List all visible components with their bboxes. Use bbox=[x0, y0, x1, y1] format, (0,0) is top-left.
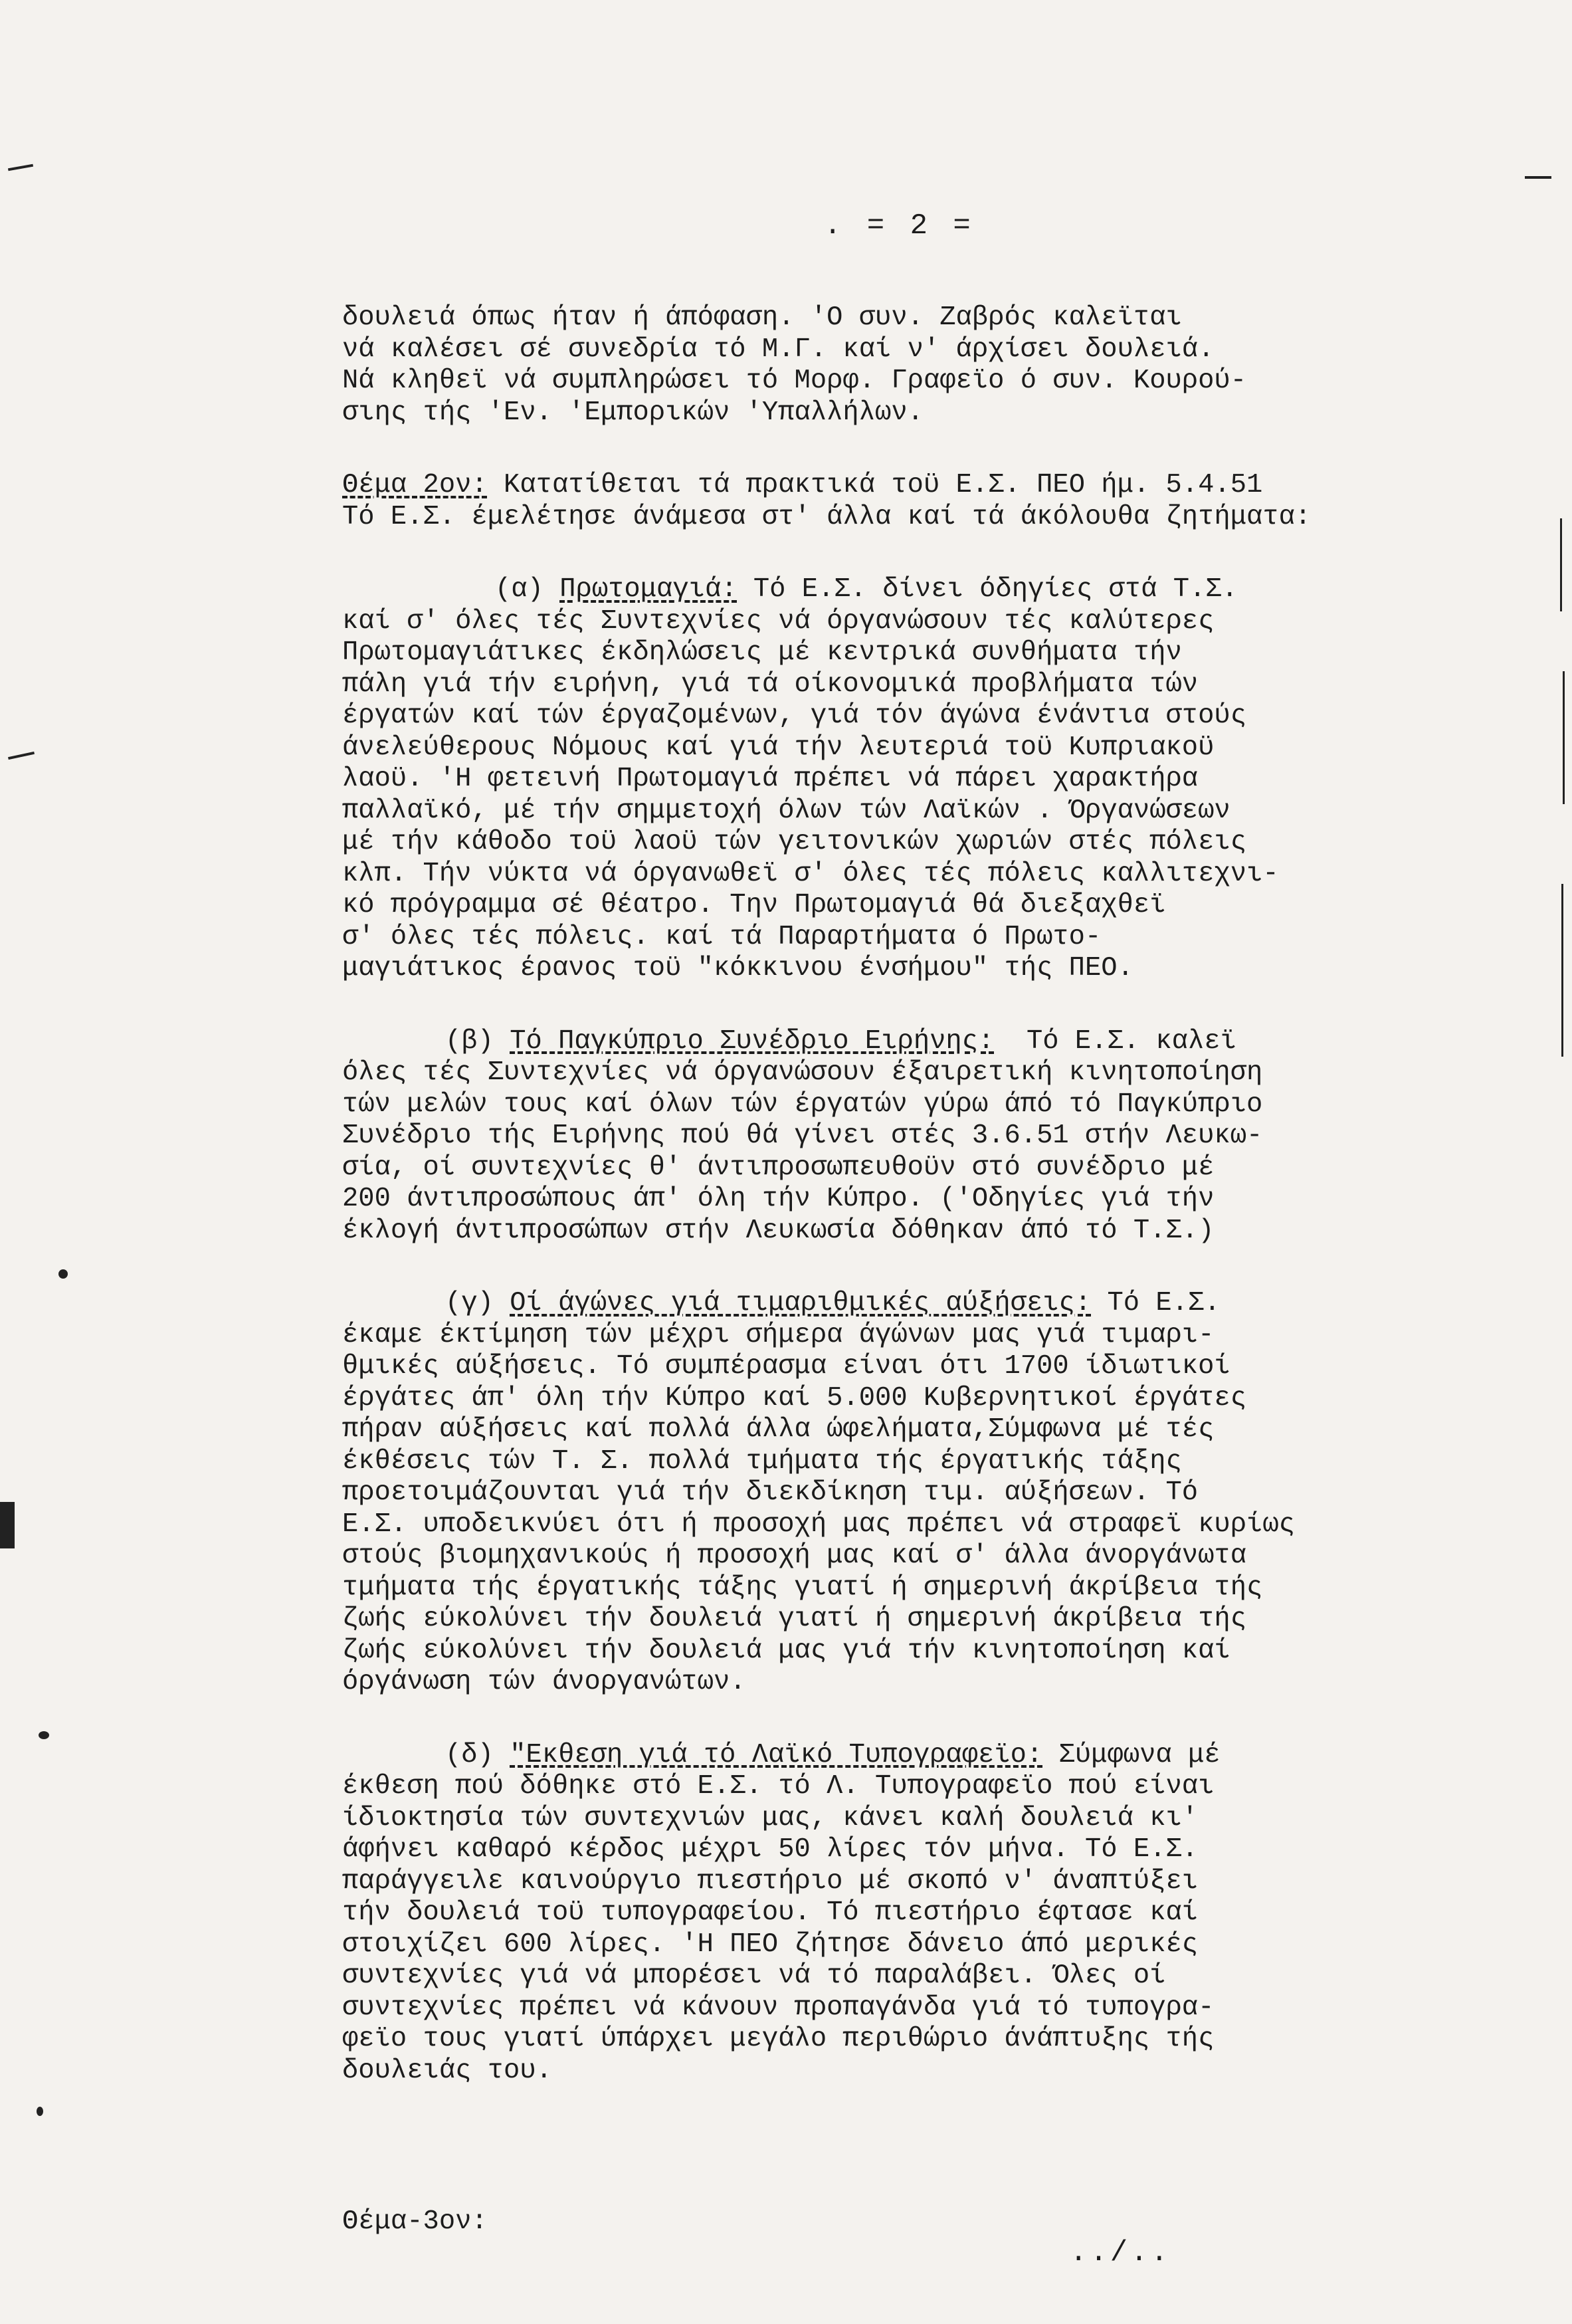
text-line: άφήνει καθαρό κέρδος μέχρι 50 λίρες τόν μήνα. Τό Ε.Σ. bbox=[342, 1834, 1199, 1865]
text-line: παράγγειλε καινούργιο πιεστήριο μέ σκοπό ν' άναπτύξει bbox=[342, 1865, 1199, 1897]
text-line: Ε.Σ. υποδεικνύει ότι ή προσοχή μας πρέπει νά στραφεϊ κυρίως bbox=[342, 1509, 1295, 1540]
text-line: προετοιμάζουνται γιά τήν διεκδίκηση τιμ. αύξήσεων. Τό bbox=[342, 1477, 1199, 1508]
text-line: θμικές αύξήσεις. Τό συμπέρασμα είναι ότι 1700 ίδιωτικοί bbox=[342, 1351, 1230, 1382]
section-a-heading: Πρωτομαγιά: bbox=[559, 574, 737, 605]
page-number: . = 2 = bbox=[824, 209, 975, 243]
section-a-first-line: Τό Ε.Σ. δίνει όδηγίες στά Τ.Σ. bbox=[737, 574, 1238, 605]
section-d-marker: (δ) bbox=[445, 1739, 510, 1770]
section-b-first-line: Τό Ε.Σ. καλεϊ bbox=[994, 1025, 1236, 1057]
text-line: νά καλέσει σέ συνεδρία τό Μ.Γ. καί ν' άρχίσει δουλειά. bbox=[342, 334, 1215, 365]
text-line: έργάτες άπ' όλη τήν Κύπρο καί 5.000 Κυβερνητικοί έργάτες bbox=[342, 1382, 1247, 1414]
text-line bbox=[342, 1026, 1512, 1058]
text-line bbox=[342, 470, 1512, 502]
text-line: δουλειάς του. bbox=[342, 2055, 552, 2086]
text-line: σιης τής 'Εν. 'Εμπορικών 'Υπαλλήλων. bbox=[342, 397, 924, 428]
scan-mark bbox=[1563, 671, 1565, 804]
text-line: έκθεση πού δόθηκε στό Ε.Σ. τό Λ. Τυπογραφεϊο πού είναι bbox=[342, 1771, 1215, 1802]
text-line bbox=[342, 574, 1512, 606]
text-line: Συνέδριο τής Ειρήνης πού θά γίνει στές 3.6.51 στήν Λευκω- bbox=[342, 1120, 1263, 1151]
section-b-heading: Τό Παγκύπριο Συνέδριο Ειρήνης: bbox=[510, 1025, 995, 1057]
text-line: όλες τές Συντεχνίες νά όργανώσουν έξαιρετική κινητοποίηση bbox=[342, 1057, 1263, 1088]
text-line: μέ τήν κάθοδο τοϋ λαοϋ τών γειτονικών χωριών στές πόλεις bbox=[342, 827, 1247, 857]
text-line: πάλη γιά τήν ειρήνη, γιά τά οίκονομικά προβλήματα τών bbox=[342, 669, 1199, 700]
section-c-first-line: Τό Ε.Σ. bbox=[1091, 1288, 1221, 1319]
text-line: κό πρόγραμμα σέ θέατρο. Την Πρωτομαγιά θά διεξαχθεϊ bbox=[342, 890, 1166, 920]
text-line bbox=[342, 1740, 1512, 1772]
text-line: Νά κληθεϊ νά συμπληρώσει τό Μορφ. Γραφεϊο ό συν. Κουρού- bbox=[342, 366, 1247, 396]
section-d-heading: "Εκθεση γιά τό Λαϊκό Τυπογραφεϊο: bbox=[510, 1739, 1043, 1770]
scan-mark bbox=[8, 164, 33, 171]
text-line: σία, οί συντεχνίες θ' άντιπροσωπευθοϋν στό συνέδριο μέ bbox=[342, 1152, 1215, 1183]
text-line: σ' όλες τές πόλεις. καί τά Παραρτήματα ό Πρωτο- bbox=[342, 921, 1102, 952]
scan-mark bbox=[1561, 884, 1563, 1057]
text-line: ίδιοκτησία τών συντεχνιών μας, κάνει καλή δουλειά κι' bbox=[342, 1802, 1199, 1834]
text-line: έργατών καί τών έργαζομένων, γιά τόν άγώνα ένάντια στούς bbox=[342, 700, 1247, 731]
text-line: δουλειά όπως ήταν ή άπόφαση. 'Ο συν. Ζαβρός καλεϊται bbox=[342, 302, 1182, 333]
theme-2-first-line: Κατατίθεται τά πρακτικά τοϋ Ε.Σ. ΠΕΟ ήμ. 5.4.51 bbox=[487, 470, 1263, 500]
scan-mark bbox=[58, 1269, 68, 1279]
section-a-paragraph bbox=[342, 574, 1512, 985]
text-line: έκαμε έκτίμηση τών μέχρι σήμερα άγώνων μας γιά τιμαρι- bbox=[342, 1319, 1215, 1350]
theme-2-paragraph bbox=[342, 470, 1512, 533]
text-line: ζωής εύκολύνει τήν δουλειά γιατί ή σημερινή άκρίβεια τής bbox=[342, 1604, 1247, 1634]
text-line: στοιχίζει 600 λίρες. 'Η ΠΕΟ ζήτησε δάνειο άπό μερικές bbox=[342, 1929, 1199, 1960]
scan-mark bbox=[39, 1731, 49, 1739]
scan-mark bbox=[37, 2107, 43, 2116]
text-line: έκθέσεις τών Τ. Σ. πολλά τμήματα τής έργατικής τάξης bbox=[342, 1445, 1182, 1477]
text-line: τμήματα τής έργατικής τάξης γιατί ή σημερινή άκρίβεια τής bbox=[342, 1572, 1263, 1603]
scan-mark bbox=[1560, 518, 1562, 611]
text-line: λαοϋ. 'Η φετεινή Πρωτομαγιά πρέπει νά πάρει χαρακτήρα bbox=[342, 764, 1199, 794]
section-c-marker: (γ) bbox=[445, 1288, 510, 1319]
section-a-marker: (α) bbox=[495, 574, 560, 605]
text-line: στούς βιομηχανικούς ή προσοχή μας καί σ' άλλα άνοργάνωτα bbox=[342, 1540, 1247, 1571]
theme-2-label: Θέμα 2ον: bbox=[342, 470, 488, 500]
section-d-paragraph bbox=[342, 1740, 1512, 2087]
next-theme-label: Θέμα-3ον: bbox=[342, 2206, 488, 2237]
scan-mark bbox=[8, 752, 35, 760]
text-line: άνελεύθερους Νόμους καί γιά τήν λευτεριά τοϋ Κυπριακοϋ bbox=[342, 732, 1215, 763]
text-line: μαγιάτικος έρανος τοϋ "κόκκινου ένσήμου" τής ΠΕΟ. bbox=[342, 953, 1133, 984]
text-line bbox=[342, 1288, 1512, 1320]
scan-mark bbox=[0, 1502, 15, 1548]
text-line: καί σ' όλες τές Συντεχνίες νά όργανώσουν τές καλύτερες bbox=[342, 605, 1215, 637]
document-body bbox=[342, 302, 1512, 2087]
section-b-paragraph bbox=[342, 1026, 1512, 1247]
section-c-paragraph bbox=[342, 1288, 1512, 1699]
text-line: συντεχνίες πρέπει νά κάνουν προπαγάνδα γιά τό τυπογρα- bbox=[342, 1992, 1215, 2023]
scan-mark bbox=[1525, 176, 1551, 179]
text-line: παλλαϊκό, μέ τήν σημμετοχή όλων τών Λαϊκών . Όργανώσεων bbox=[342, 795, 1230, 826]
text-line: φεϊο τους γιατί ύπάρχει μεγάλο περιθώριο άνάπτυξης τής bbox=[342, 2024, 1215, 2054]
text-line: πήραν αύξήσεις καί πολλά άλλα ώφελήματα,Σύμφωνα μέ τές bbox=[342, 1414, 1215, 1445]
section-d-first-line: Σύμφωνα μέ bbox=[1042, 1739, 1221, 1770]
section-b-marker: (β) bbox=[445, 1025, 510, 1057]
text-line: κλπ. Τήν νύκτα νά όργανωθεϊ σ' όλες τές πόλεις καλλιτεχνι- bbox=[342, 858, 1279, 889]
text-line: Τό Ε.Σ. έμελέτησε άνάμεσα στ' άλλα καί τά άκόλουθα ζητήματα: bbox=[342, 501, 1312, 532]
text-line: ζωής εύκολύνει τήν δουλειά μας γιά τήν κινητοποίηση καί bbox=[342, 1635, 1230, 1666]
section-c-heading: Οί άγώνες γιά τιμαριθμικές αύξήσεις: bbox=[510, 1288, 1092, 1319]
text-line: συντεχνίες γιά νά μπορέσει νά τό παραλάβει. Όλες οί bbox=[342, 1960, 1166, 1991]
continued-marker: ../.. bbox=[1070, 2236, 1171, 2270]
text-line: όργάνωση τών άνοργανώτων. bbox=[342, 1667, 746, 1697]
text-line: 200 άντιπροσώπους άπ' όλη τήν Κύπρο. ('Οδηγίες γιά τήν bbox=[342, 1184, 1215, 1214]
text-line: έκλογή άντιπροσώπων στήν Λευκωσία δόθηκαν άπό τό Τ.Σ.) bbox=[342, 1215, 1215, 1246]
intro-paragraph bbox=[342, 302, 1512, 429]
text-line: τήν δουλειά τοϋ τυπογραφείου. Τό πιεστήριο έφτασε καί bbox=[342, 1897, 1199, 1928]
text-line: τών μελών τους καί όλων τών έργατών γύρω άπό τό Παγκύπριο bbox=[342, 1089, 1263, 1120]
text-line: Πρωτομαγιάτικες έκδηλώσεις μέ κεντρικά συνθήματα τήν bbox=[342, 637, 1182, 668]
